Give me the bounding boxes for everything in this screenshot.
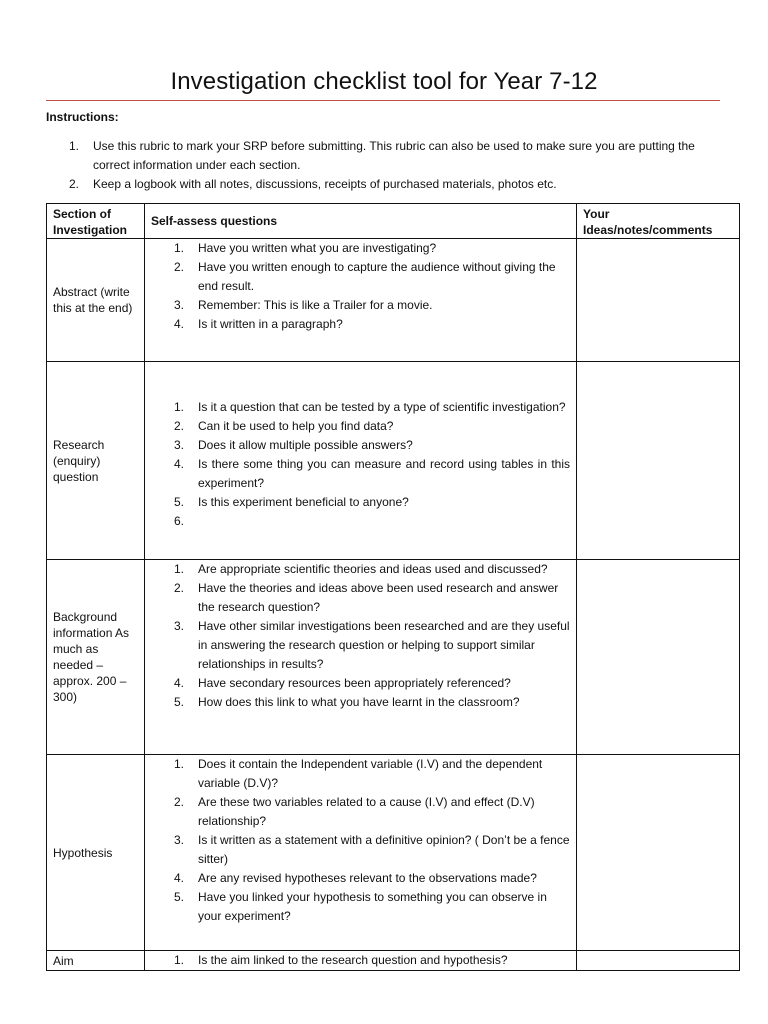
table-row: [47, 951, 740, 971]
question-list: [151, 755, 570, 926]
instruction-number: 2.: [69, 177, 80, 191]
section-cell: Aim: [47, 951, 145, 971]
question-item: [151, 560, 570, 579]
question-number: 3.: [174, 438, 185, 452]
question-number: 1.: [174, 400, 185, 414]
notes-cell[interactable]: [577, 951, 740, 971]
question-number: 1.: [174, 757, 185, 771]
question-text: Remember: This is like a Trailer for a movie.: [198, 298, 433, 312]
notes-cell[interactable]: [577, 362, 740, 560]
question-item: [151, 617, 570, 674]
question-item: [151, 455, 570, 493]
question-text: Is it written in a paragraph?: [198, 317, 343, 331]
question-number: 2.: [174, 581, 185, 595]
section-cell: Research (enquiry) question: [47, 362, 145, 560]
notes-cell[interactable]: [577, 560, 740, 755]
checklist-table: [46, 203, 740, 971]
question-item: [151, 398, 570, 417]
header-section: Section of Investigation: [47, 204, 145, 239]
section-cell: Hypothesis: [47, 755, 145, 951]
table-row: [47, 362, 740, 560]
question-text: Does it contain the Independent variable (I.V) and the dependent variable (D.V)?: [198, 757, 543, 790]
question-text: Is there some thing you can measure and record using tables in this experiment?: [198, 457, 570, 490]
question-text: How does this link to what you have learnt in the classroom?: [198, 695, 520, 709]
section-cell: Background information As much as needed – approx. 200 – 300): [47, 560, 145, 755]
question-text: Have secondary resources been appropriately referenced?: [198, 676, 511, 690]
instruction-number: 1.: [69, 139, 80, 153]
notes-cell[interactable]: [577, 755, 740, 951]
question-number: 5.: [174, 890, 185, 904]
question-number: 3.: [174, 619, 185, 633]
question-text: Is this experiment beneficial to anyone?: [198, 495, 409, 509]
question-number: 5.: [174, 695, 185, 709]
question-item: [151, 239, 570, 258]
questions-cell: [145, 755, 577, 951]
question-text: Can it be used to help you find data?: [198, 419, 394, 433]
question-number: 6.: [174, 514, 185, 528]
question-item: [151, 296, 570, 315]
question-number: 4.: [174, 317, 185, 331]
instruction-text: Use this rubric to mark your SRP before submitting. This rubric can also be used to make sure you are putting the correct information under each section.: [93, 139, 695, 172]
instructions-heading: Instructions:: [46, 110, 119, 124]
question-text: Have you linked your hypothesis to something you can observe in your experiment?: [198, 890, 547, 923]
question-text: Have other similar investigations been researched and are they useful in answering the research question or helping to support similar relationships in results?: [198, 619, 570, 671]
question-text: [198, 512, 570, 531]
question-number: 2.: [174, 260, 185, 274]
page-title: Investigation checklist tool for Year 7-12: [170, 68, 598, 95]
question-number: 3.: [174, 298, 185, 312]
table-row: [47, 239, 740, 362]
question-item: [151, 693, 570, 712]
question-number: 2.: [174, 419, 185, 433]
header-notes: Your Ideas/notes/comments: [577, 204, 740, 239]
table-row: [47, 560, 740, 755]
section-cell: Abstract (write this at the end): [47, 239, 145, 362]
question-item: [151, 315, 570, 334]
question-item: [151, 755, 570, 793]
notes-cell[interactable]: [577, 239, 740, 362]
question-item: [151, 417, 570, 436]
question-number: 1.: [174, 953, 185, 967]
question-item: [151, 436, 570, 455]
question-list: [151, 398, 570, 531]
question-text: Is it written as a statement with a definitive opinion? ( Don’t be a fence sitter): [198, 833, 570, 866]
question-text: Is it a question that can be tested by a type of scientific investigation?: [198, 400, 566, 414]
question-text: Is the aim linked to the research question and hypothesis?: [198, 953, 508, 967]
question-list: [151, 239, 570, 334]
question-text: Have you written what you are investigating?: [198, 241, 437, 255]
question-number: 4.: [174, 871, 185, 885]
instruction-item: [46, 137, 720, 175]
questions-cell: [145, 560, 577, 755]
question-item: [151, 951, 570, 970]
question-number: 4.: [174, 457, 185, 471]
instructions-list: [46, 137, 720, 194]
table-row: [47, 755, 740, 951]
questions-cell: [145, 239, 577, 362]
questions-cell: [145, 951, 577, 971]
question-item: [151, 674, 570, 693]
question-item: [151, 579, 570, 617]
question-text: Are these two variables related to a cause (I.V) and effect (D.V) relationship?: [198, 795, 535, 828]
question-item: [151, 888, 570, 926]
question-number: 5.: [174, 495, 185, 509]
question-item: [151, 869, 570, 888]
question-text: Does it allow multiple possible answers?: [198, 438, 413, 452]
question-item: [151, 793, 570, 831]
question-list: [151, 560, 570, 712]
question-number: 3.: [174, 833, 185, 847]
question-number: 1.: [174, 562, 185, 576]
header-questions: Self-assess questions: [145, 204, 577, 239]
question-number: 1.: [174, 241, 185, 255]
instruction-item: [46, 175, 720, 194]
question-item: [151, 512, 570, 531]
instruction-text: Keep a logbook with all notes, discussions, receipts of purchased materials, photos etc.: [93, 177, 557, 191]
question-number: 2.: [174, 795, 185, 809]
question-list: [151, 951, 570, 970]
question-item: [151, 258, 570, 296]
question-text: Are appropriate scientific theories and ideas used and discussed?: [198, 562, 548, 576]
title-divider: [46, 100, 720, 101]
table-header-row: [47, 204, 740, 239]
question-text: Are any revised hypotheses relevant to the observations made?: [198, 871, 537, 885]
question-item: [151, 493, 570, 512]
question-text: Have the theories and ideas above been used research and answer the research question?: [198, 581, 559, 614]
question-number: 4.: [174, 676, 185, 690]
question-text: Have you written enough to capture the audience without giving the end result.: [198, 260, 556, 293]
question-item: [151, 831, 570, 869]
questions-cell: [145, 362, 577, 560]
